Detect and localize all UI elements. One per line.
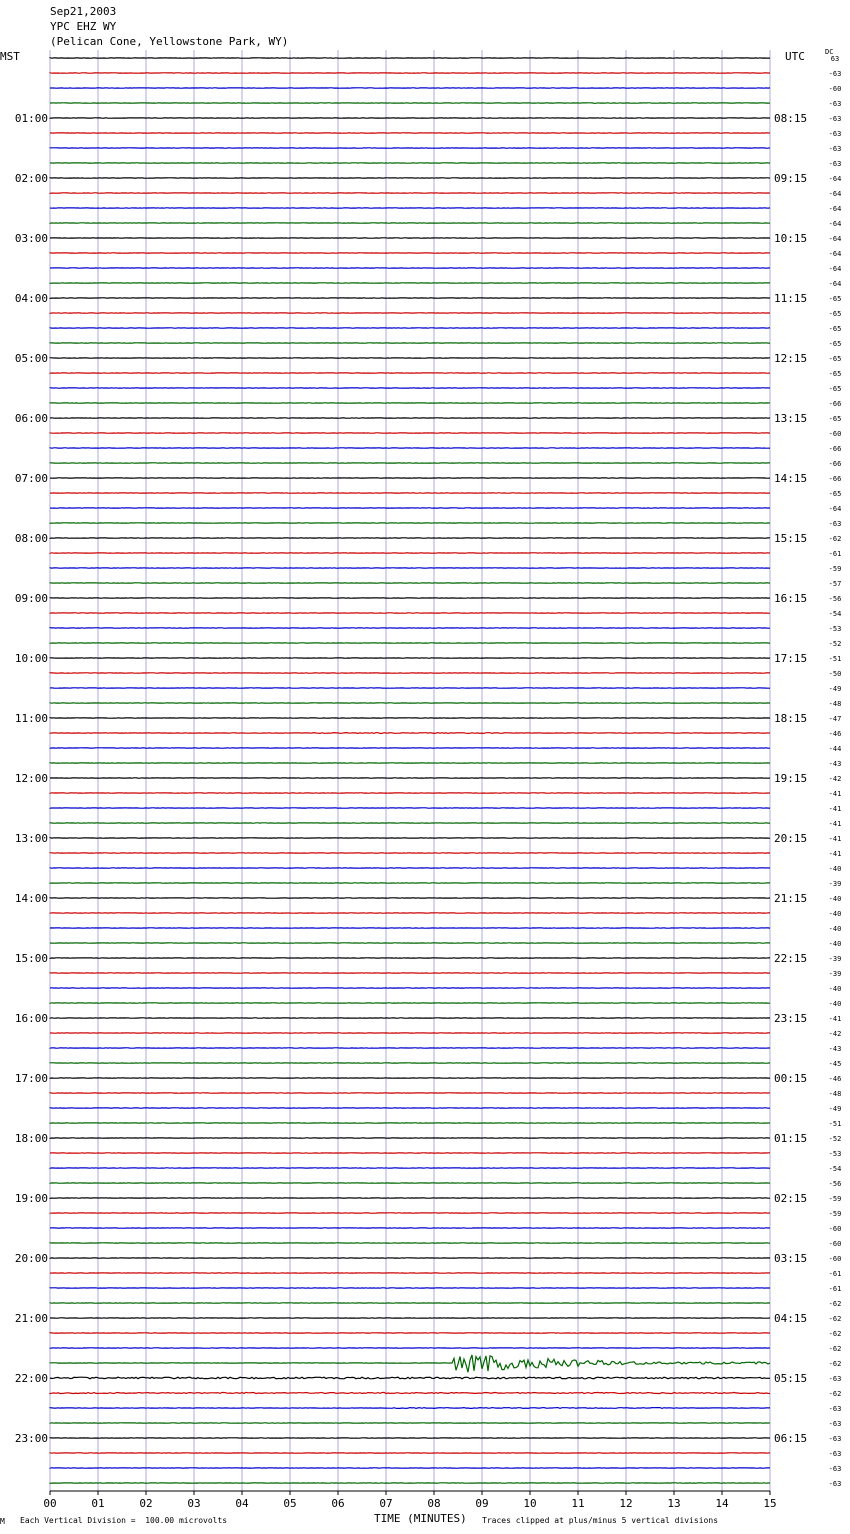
utc-hour-label: 21:15 <box>774 892 808 905</box>
clip-note: Traces clipped at plus/minus 5 vertical divisions <box>482 1516 719 1525</box>
mst-hour-label: 17:00 <box>14 1072 48 1085</box>
utc-hour-label: 18:15 <box>774 712 808 725</box>
dc-offset-label: -40 <box>828 1000 842 1008</box>
dc-offset-label: -65 <box>828 340 842 348</box>
dc-offset-label: -63 <box>828 1480 842 1488</box>
left-axis-label: MST <box>0 50 20 63</box>
mst-hour-label: 19:00 <box>14 1192 48 1205</box>
dc-offset-label: -48 <box>828 1090 842 1098</box>
utc-hour-label: 13:15 <box>774 412 808 425</box>
mst-hour-label: 05:00 <box>14 352 48 365</box>
dc-offset-label: -46 <box>828 730 842 738</box>
dc-offset-label: -66 <box>828 445 842 453</box>
dc-offset-label: -51 <box>828 1120 842 1128</box>
dc-offset-label: -64 <box>828 175 842 183</box>
trace-line <box>50 1377 770 1379</box>
dc-offset-label: -62 <box>828 1300 842 1308</box>
scale-note: Each Vertical Division = 100.00 microvolts <box>20 1516 228 1525</box>
mst-hour-label: 04:00 <box>14 292 48 305</box>
header-date: Sep21,2003 <box>50 5 117 18</box>
utc-hour-label: 09:15 <box>774 172 808 185</box>
dc-offset-label: -52 <box>828 1135 842 1143</box>
utc-hour-label: 00:15 <box>774 1072 808 1085</box>
dc-offset-label: -63 <box>828 160 842 168</box>
dc-offset-label: -44 <box>828 745 842 753</box>
dc-offset-label: -62 <box>828 535 842 543</box>
dc-offset-label: -65 <box>828 355 842 363</box>
dc-offset-label: -45 <box>828 1060 842 1068</box>
dc-offset-label: -60 <box>828 1225 842 1233</box>
dc-offset-label: -40 <box>828 865 842 873</box>
utc-hour-label: 01:15 <box>774 1132 808 1145</box>
dc-offset-label: -49 <box>828 1105 842 1113</box>
dc-offset-label: -39 <box>828 880 842 888</box>
mst-hour-label: 01:00 <box>14 112 48 125</box>
x-tick-label: 11 <box>571 1497 585 1510</box>
dc-offset-label: -63 <box>828 1435 842 1443</box>
dc-offset-label: -64 <box>828 235 842 243</box>
dc-offset-label: -62 <box>828 1390 842 1398</box>
dc-offset-label: -64 <box>828 250 842 258</box>
dc-offset-label: -66 <box>828 475 842 483</box>
dc-offset-label: -61 <box>828 550 842 558</box>
utc-hour-label: 16:15 <box>774 592 808 605</box>
dc-offset-label: -47 <box>828 715 842 723</box>
x-axis-title: TIME (MINUTES) <box>374 1512 467 1525</box>
dc-offset-label: -63 <box>828 1465 842 1473</box>
dc-offset-label: -60 <box>828 430 842 438</box>
x-tick-label: 10 <box>523 1497 537 1510</box>
dc-offset-label: -64 <box>828 220 842 228</box>
utc-hour-label: 08:15 <box>774 112 808 125</box>
dc-offset-label: -65 <box>828 325 842 333</box>
x-tick-label: 01 <box>91 1497 105 1510</box>
dc-label: DC <box>825 48 834 56</box>
dc-offset-label: -61 <box>828 1285 842 1293</box>
dc-offset-label: -56 <box>828 1180 842 1188</box>
x-tick-label: 13 <box>667 1497 681 1510</box>
dc-offset-label: -41 <box>828 820 842 828</box>
dc-offset-label: -65 <box>828 310 842 318</box>
x-tick-label: 06 <box>331 1497 345 1510</box>
dc-offset-label: -56 <box>828 595 842 603</box>
trace-line <box>50 1392 770 1393</box>
mst-hour-label: 12:00 <box>14 772 48 785</box>
mst-hour-label: 18:00 <box>14 1132 48 1145</box>
dc-offset-label: -63 <box>828 70 842 78</box>
dc-offset-label: 63 <box>830 55 840 63</box>
mst-hour-label: 22:00 <box>14 1372 48 1385</box>
dc-offset-label: -54 <box>828 610 842 618</box>
mst-hour-label: 11:00 <box>14 712 48 725</box>
dc-offset-label: -41 <box>828 790 842 798</box>
dc-offset-label: -40 <box>828 925 842 933</box>
x-tick-label: 03 <box>187 1497 201 1510</box>
x-tick-label: 14 <box>715 1497 729 1510</box>
dc-offset-label: -63 <box>828 1375 842 1383</box>
dc-offset-label: -63 <box>828 100 842 108</box>
dc-offset-label: -64 <box>828 190 842 198</box>
dc-offset-label: -54 <box>828 1165 842 1173</box>
mst-hour-label: 13:00 <box>14 832 48 845</box>
dc-offset-label: -42 <box>828 775 842 783</box>
x-tick-label: 09 <box>475 1497 489 1510</box>
x-tick-label: 05 <box>283 1497 297 1510</box>
dc-offset-label: -39 <box>828 955 842 963</box>
dc-offset-label: -62 <box>828 1360 842 1368</box>
dc-offset-label: -60 <box>828 1240 842 1248</box>
dc-offset-label: -60 <box>828 1255 842 1263</box>
utc-hour-label: 11:15 <box>774 292 808 305</box>
dc-offset-label: -63 <box>828 145 842 153</box>
mst-hour-label: 20:00 <box>14 1252 48 1265</box>
trace-line <box>50 1408 770 1409</box>
dc-offset-label: -60 <box>828 85 842 93</box>
dc-offset-label: -41 <box>828 835 842 843</box>
mst-hour-label: 23:00 <box>14 1432 48 1445</box>
dc-offset-label: -48 <box>828 700 842 708</box>
dc-offset-label: -50 <box>828 670 842 678</box>
utc-hour-label: 05:15 <box>774 1372 808 1385</box>
dc-offset-label: -49 <box>828 685 842 693</box>
mst-hour-label: 14:00 <box>14 892 48 905</box>
mst-hour-label: 08:00 <box>14 532 48 545</box>
utc-hour-label: 22:15 <box>774 952 808 965</box>
dc-offset-label: -64 <box>828 280 842 288</box>
dc-offset-label: -66 <box>828 460 842 468</box>
x-tick-label: 08 <box>427 1497 441 1510</box>
dc-offset-label: -40 <box>828 985 842 993</box>
dc-offset-label: -42 <box>828 1030 842 1038</box>
mst-hour-label: 06:00 <box>14 412 48 425</box>
dc-offset-label: -59 <box>828 565 842 573</box>
utc-hour-label: 10:15 <box>774 232 808 245</box>
dc-offset-label: -62 <box>828 1330 842 1338</box>
mst-hour-label: 15:00 <box>14 952 48 965</box>
dc-offset-label: -61 <box>828 1270 842 1278</box>
utc-hour-label: 02:15 <box>774 1192 808 1205</box>
mst-hour-label: 02:00 <box>14 172 48 185</box>
dc-offset-label: -57 <box>828 580 842 588</box>
trace-line <box>50 733 770 734</box>
x-tick-label: 02 <box>139 1497 153 1510</box>
dc-offset-label: -65 <box>828 490 842 498</box>
dc-offset-label: -66 <box>828 400 842 408</box>
dc-offset-label: -59 <box>828 1195 842 1203</box>
trace-line <box>50 103 770 104</box>
utc-hour-label: 04:15 <box>774 1312 808 1325</box>
utc-hour-label: 14:15 <box>774 472 808 485</box>
header-station: YPC EHZ WY <box>50 20 117 33</box>
dc-offset-label: -40 <box>828 910 842 918</box>
dc-offset-label: -52 <box>828 640 842 648</box>
dc-offset-label: -63 <box>828 1420 842 1428</box>
footer-mark: M <box>0 1517 5 1526</box>
dc-offset-label: -63 <box>828 130 842 138</box>
dc-offset-label: -59 <box>828 1210 842 1218</box>
dc-offset-label: -63 <box>828 1405 842 1413</box>
dc-offset-label: -39 <box>828 970 842 978</box>
mst-hour-label: 16:00 <box>14 1012 48 1025</box>
dc-offset-label: -51 <box>828 655 842 663</box>
mst-hour-label: 21:00 <box>14 1312 48 1325</box>
x-tick-label: 12 <box>619 1497 633 1510</box>
dc-offset-label: -64 <box>828 505 842 513</box>
dc-offset-label: -53 <box>828 625 842 633</box>
dc-offset-label: -65 <box>828 370 842 378</box>
x-tick-label: 07 <box>379 1497 393 1510</box>
utc-hour-label: 15:15 <box>774 532 808 545</box>
dc-offset-label: -46 <box>828 1075 842 1083</box>
utc-hour-label: 20:15 <box>774 832 808 845</box>
x-tick-label: 04 <box>235 1497 249 1510</box>
dc-offset-label: -64 <box>828 265 842 273</box>
dc-offset-label: -53 <box>828 1150 842 1158</box>
dc-offset-label: -40 <box>828 940 842 948</box>
dc-offset-label: -43 <box>828 1045 842 1053</box>
dc-offset-label: -41 <box>828 850 842 858</box>
dc-offset-label: -64 <box>828 205 842 213</box>
mst-hour-label: 03:00 <box>14 232 48 245</box>
utc-hour-label: 03:15 <box>774 1252 808 1265</box>
dc-offset-label: -63 <box>828 115 842 123</box>
x-tick-label: 00 <box>43 1497 57 1510</box>
dc-offset-label: -40 <box>828 895 842 903</box>
mst-hour-label: 09:00 <box>14 592 48 605</box>
right-axis-label: UTC <box>785 50 805 63</box>
dc-offset-label: -65 <box>828 295 842 303</box>
utc-hour-label: 12:15 <box>774 352 808 365</box>
dc-offset-label: -65 <box>828 415 842 423</box>
mst-hour-label: 10:00 <box>14 652 48 665</box>
mst-hour-label: 07:00 <box>14 472 48 485</box>
dc-offset-label: -41 <box>828 805 842 813</box>
dc-offset-label: -62 <box>828 1315 842 1323</box>
utc-hour-label: 23:15 <box>774 1012 808 1025</box>
x-tick-label: 15 <box>763 1497 777 1510</box>
header-location: (Pelican Cone, Yellowstone Park, WY) <box>50 35 289 48</box>
dc-offset-label: -63 <box>828 1450 842 1458</box>
trace-line <box>50 1355 770 1372</box>
dc-offset-label: -62 <box>828 1345 842 1353</box>
utc-hour-label: 17:15 <box>774 652 808 665</box>
utc-hour-label: 06:15 <box>774 1432 808 1445</box>
utc-hour-label: 19:15 <box>774 772 808 785</box>
dc-offset-label: -43 <box>828 760 842 768</box>
dc-offset-label: -41 <box>828 1015 842 1023</box>
dc-offset-label: -65 <box>828 385 842 393</box>
dc-offset-label: -63 <box>828 520 842 528</box>
